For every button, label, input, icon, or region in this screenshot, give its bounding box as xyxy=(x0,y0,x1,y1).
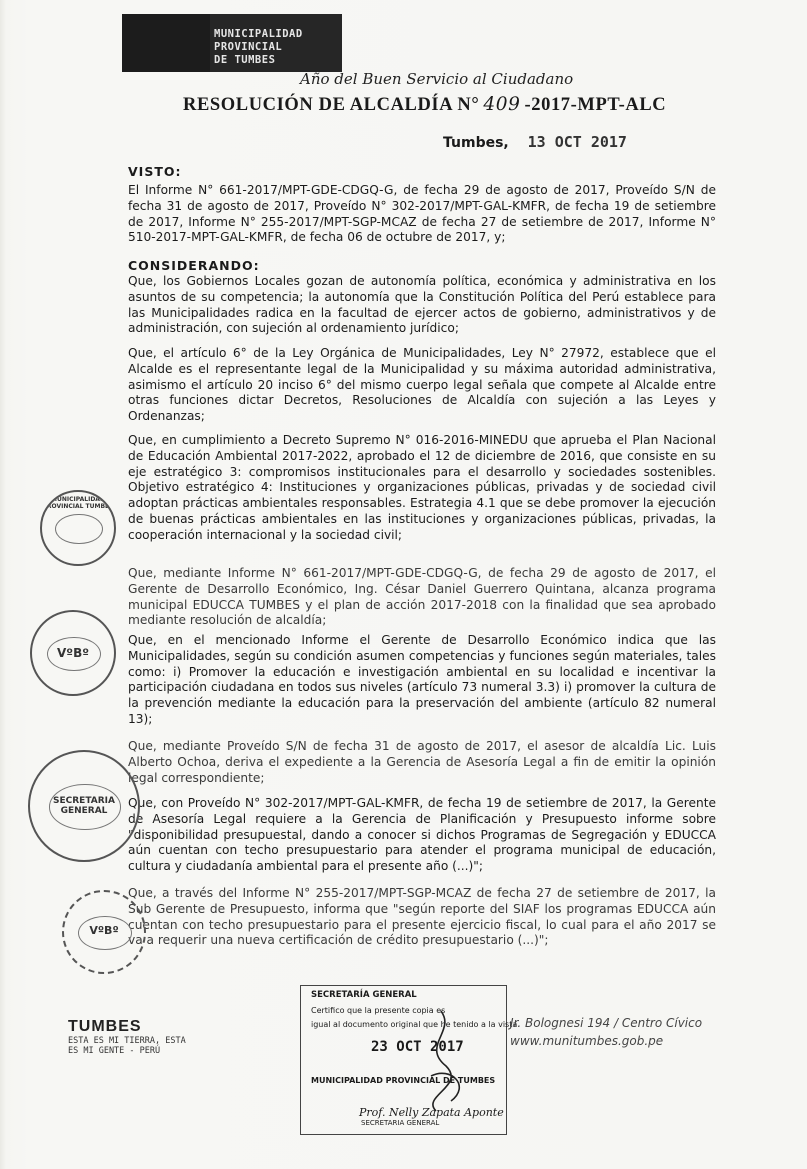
considerando-paragraph: Que, mediante Proveído S/N de fecha 31 de agosto de 2017, el asesor de alcaldía Lic. Luis Alberto Ochoa, deriva el expediente a la Gerencia de Asesoría Legal a fin de emitir la opinión legal correspondiente; xyxy=(128,739,716,785)
stamp-role: SECRETARIA GENERAL xyxy=(361,1119,440,1127)
approval-seal xyxy=(30,610,116,696)
footer-logo-tagline: ESTA ES MI TIERRA, ESTA xyxy=(68,1036,186,1046)
considerando-paragraph: Que, en el mencionado Informe el Gerente de Desarrollo Económico indica que las Municipalidades, según su condición asumen competencias y funciones según materiales, tales como: i) Promover la educación e investigación ambiental en su localidad e incentivar la participación ciudadana en todos sus niveles (artículo 73 numeral 3.3) i) promover la cultura de la prevención mediante la educación para la preservación del ambiente (artículo 82 numeral 13); xyxy=(128,633,716,726)
title-number: 409 xyxy=(483,94,521,115)
place-date xyxy=(443,133,627,151)
visto-paragraph: El Informe N° 661-2017/MPT-GDE-CDGQ-G, de fecha 29 de agosto de 2017, Proveído S/N de fecha 31 de agosto de 2017, Proveído N° 302-2017/MPT-GAL-KMFR, de fecha 19 de setiembre de 2017, Informe N° 255-2017/MPT-SGP-MCAZ de fecha 27 de setiembre de 2017, Informe N° 510-2017-MPT-GAL-KMFR, de fecha 06 de octubre de 2017, y; xyxy=(128,183,716,245)
stamp-signer: Prof. Nelly Zapata Aponte xyxy=(359,1106,504,1119)
seal-text: MUNICIPALIDAD PROVINCIAL TUMBES xyxy=(42,496,114,510)
year-motto: Año del Buen Servicio al Ciudadano xyxy=(300,70,574,88)
municipality-logo xyxy=(122,14,342,72)
seal-text: VºBº xyxy=(57,646,89,660)
logo-text-line: PROVINCIAL xyxy=(214,41,283,53)
secretary-seal xyxy=(28,750,140,862)
considerando-paragraph: Que, el artículo 6° de la Ley Orgánica de Municipalidades, Ley N° 27972, establece que el Alcalde es el representante legal de la Municipalidad y su máxima autoridad administrativa, asimismo el artículo 20 inciso 6° del mismo cuerpo legal señala que compete al Alcalde entre otras funciones dictar Decretos, Resoluciones de Alcaldía con sujeción a las Leyes y Ordenanzas; xyxy=(128,346,716,424)
stamp-line: MUNICIPALIDAD PROVINCIAL DE TUMBES xyxy=(311,1076,496,1085)
logo-emblem xyxy=(122,14,210,72)
considerando-heading: CONSIDERANDO: xyxy=(128,258,260,273)
seal-text: VºBº xyxy=(89,924,119,937)
visto-heading: VISTO: xyxy=(128,164,182,179)
title-prefix: RESOLUCIÓN DE ALCALDÍA N° xyxy=(183,95,480,115)
footer-logo-name: TUMBES xyxy=(68,1018,142,1035)
certification-stamp xyxy=(300,985,518,1135)
considerando-paragraph: Que, con Proveído N° 302-2017/MPT-GAL-KMFR, de fecha 19 de setiembre de 2017, la Gerente de Asesoría Legal requiere a la Gerencia de Planificación y Presupuesto informe sobre "disponibilidad presupuestal, dando a conocer si dichos Programas de Segregación y EDUCCA aún cuentan con techo presupuestario para atender el programa municipal de educación, cultura y ciudadanía ambiental para el presente año (...)"; xyxy=(128,796,716,874)
faded-seal xyxy=(62,890,146,974)
date-stamp: 13 OCT 2017 xyxy=(527,133,627,151)
footer-logo xyxy=(68,1018,186,1056)
considerando-paragraph: Que, mediante Informe N° 661-2017/MPT-GDE-CDGQ-G, de fecha 29 de agosto de 2017, el Gerente de Desarrollo Económico, Ing. César Daniel Guerrero Quintana, alcanza programa municipal EDUCCA TUMBES y el plan de acción 2017-2018 con la finalidad que sea aprobado mediante resolución de alcaldía; xyxy=(128,566,716,628)
footer-contact xyxy=(510,1014,702,1050)
place-label: Tumbes, xyxy=(443,135,509,151)
considerando-paragraph: Que, a través del Informe N° 255-2017/MPT-SGP-MCAZ de fecha 27 de setiembre de 2017, la Sub Gerente de Presupuesto, informa que "según reporte del SIAF los programas EDUCCA aún cuentan con techo presupuestario para el presente ejercicio fiscal, lo cual para el año 2017 se va a requerir una nueva certificación de crédito presupuestario (...)"; xyxy=(128,886,716,948)
footer-logo-tagline: ES MI GENTE - PERÚ xyxy=(68,1046,161,1056)
stamp-date: 23 OCT 2017 xyxy=(371,1039,464,1055)
logo-text-line: MUNICIPALIDAD xyxy=(214,28,303,40)
stamp-line: SECRETARÍA GENERAL xyxy=(311,990,417,1000)
considerando-paragraph: Que, los Gobiernos Locales gozan de autonomía política, económica y administrativa en los asuntos de su competencia; la autonomía que la Constitución Política del Perú establece para las Municipalidades radica en la facultad de ejercer actos de gobierno, administrativos y de administración, con sujeción al ordenamiento jurídico; xyxy=(128,274,716,336)
stamp-line: igual al documento original que he tenido a la vista xyxy=(311,1020,518,1029)
resolution-title xyxy=(183,94,666,116)
title-suffix: -2017-MPT-ALC xyxy=(524,95,667,115)
considerando-paragraph: Que, en cumplimiento a Decreto Supremo N° 016-2016-MINEDU que aprueba el Plan Nacional de Educación Ambiental 2017-2022, aprobado el 12 de diciembre de 2016, que consiste en su eje estratégico 3: compromisos institucionales para el desarrollo y sociedades sostenibles. Objetivo estratégico 4: Instituciones y organizaciones públicas, privadas y de sociedad civil adoptan prácticas ambientales responsables. Estrategia 4.1 que se debe promover la ejecución de buenas prácticas ambientales en las instituciones y organizaciones públicas, privadas, la cooperación internacional y la sociedad civil; xyxy=(128,433,716,542)
footer-address: Jr. Bolognesi 194 / Centro Cívico xyxy=(510,1016,703,1030)
stamp-line: Certifico que la presente copia es xyxy=(311,1006,446,1015)
seal-text: SECRETARIA GENERAL xyxy=(53,796,115,816)
logo-text-line: DE TUMBES xyxy=(214,54,276,66)
footer-website: www.munitumbes.gob.pe xyxy=(510,1034,664,1048)
signature-icon xyxy=(401,1006,481,1116)
municipal-seal xyxy=(40,490,116,566)
